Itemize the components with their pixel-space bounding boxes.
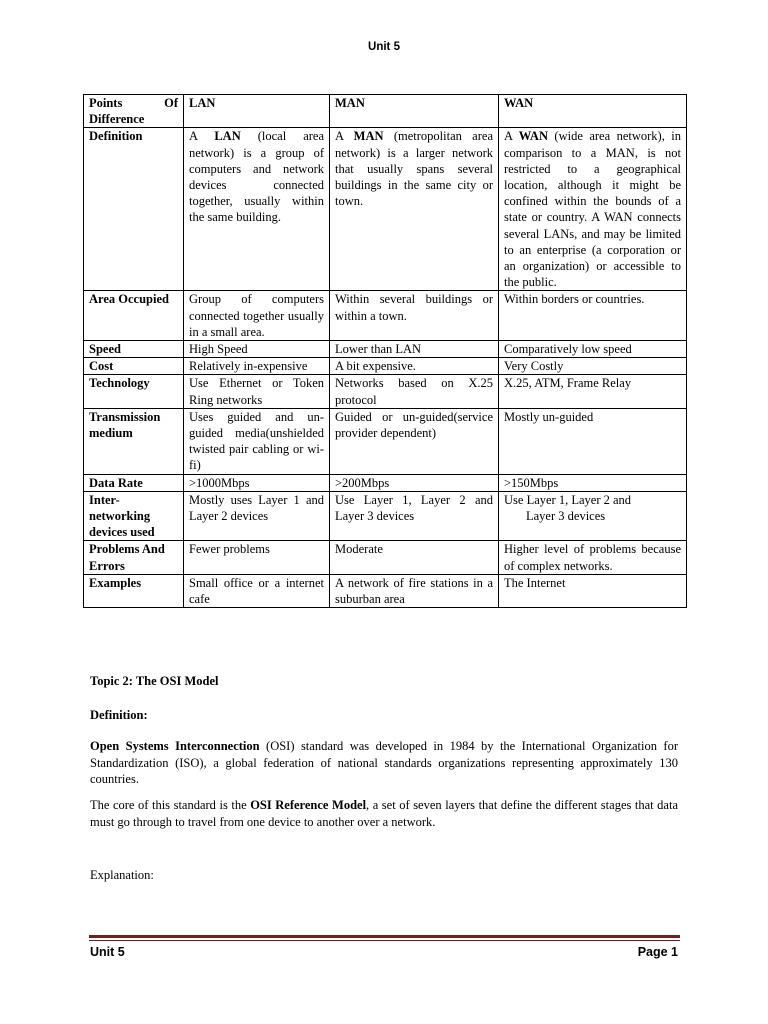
table-row (84, 375, 687, 408)
header-cell: MAN (330, 95, 499, 128)
row-label: Data Rate (84, 474, 184, 491)
table-header-row (84, 95, 687, 128)
header-cell: Points Of Difference (84, 95, 184, 128)
table-cell: Very Costly (499, 358, 687, 375)
table-cell: Group of computers connected together usually in a small area. (184, 291, 330, 341)
table-cell: Comparatively low speed (499, 341, 687, 358)
table-cell: Use Layer 1, Layer 2 and Layer 3 devices (499, 491, 687, 541)
footer-unit: Unit 5 (90, 945, 125, 959)
table-cell: Within several buildings or within a town. (330, 291, 499, 341)
table-row (84, 358, 687, 375)
paragraph: The core of this standard is the OSI Reference Model, a set of seven layers that define the different stages that data must go through to travel from one device to another over a network. (90, 798, 679, 829)
table-cell: Guided or un-guided(service provider dependent) (330, 408, 499, 474)
table-cell: A network of fire stations in a suburban area (330, 574, 499, 607)
table-cell: A MAN (metropolitan area network) is a larger network that usually spans several buildings in the same city or town. (330, 128, 499, 291)
paragraph: Open Systems Interconnection (OSI) standard was developed in 1984 by the International Organization for Standardization (ISO), a global federation of national standards organizations representing approximately 130 countries. (90, 739, 678, 786)
table-cell: The Internet (499, 574, 687, 607)
topic-heading: Topic 2: The OSI Model (90, 674, 219, 688)
table-cell: Lower than LAN (330, 341, 499, 358)
table-row (84, 291, 687, 341)
row-label: Examples (84, 574, 184, 607)
table-cell: Networks based on X.25 protocol (330, 375, 499, 408)
row-label: Technology (84, 375, 184, 408)
table-cell: Higher level of problems because of complex networks. (499, 541, 687, 574)
table-cell: Within borders or countries. (499, 291, 687, 341)
table-cell: >200Mbps (330, 474, 499, 491)
row-label: Problems And Errors (84, 541, 184, 574)
table-row (84, 541, 687, 574)
table-cell: Uses guided and un-guided media(unshielded twisted pair cabling or wi-fi) (184, 408, 330, 474)
table-row (84, 341, 687, 358)
table-cell: Relatively in-expensive (184, 358, 330, 375)
explanation-label: Explanation: (90, 868, 154, 882)
table-cell: >1000Mbps (184, 474, 330, 491)
table-cell: Small office or a internet cafe (184, 574, 330, 607)
table-cell: High Speed (184, 341, 330, 358)
table-row (84, 574, 687, 607)
row-label: Area Occupied (84, 291, 184, 341)
footer-rule-thin (89, 940, 680, 941)
definition-heading: Definition: (90, 708, 148, 722)
page-header: Unit 5 (368, 41, 400, 53)
table-cell: X.25, ATM, Frame Relay (499, 375, 687, 408)
table-row (84, 408, 687, 474)
footer-rule (89, 935, 680, 938)
row-label: Definition (84, 128, 184, 291)
table-cell: A bit expensive. (330, 358, 499, 375)
table-cell: Mostly uses Layer 1 and Layer 2 devices (184, 491, 330, 541)
table-row (84, 491, 687, 541)
table-cell: Mostly un-guided (499, 408, 687, 474)
table-cell: Use Layer 1, Layer 2 and Layer 3 devices (330, 491, 499, 541)
table-row (84, 474, 687, 491)
row-label: Cost (84, 358, 184, 375)
page-number: Page 1 (637, 945, 678, 959)
table-row (84, 128, 687, 291)
comparison-table (83, 94, 687, 608)
table-cell: Use Ethernet or Token Ring networks (184, 375, 330, 408)
row-label: Transmission medium (84, 408, 184, 474)
row-label: Speed (84, 341, 184, 358)
table-cell: Fewer problems (184, 541, 330, 574)
row-label: Inter-networking devices used (84, 491, 184, 541)
header-cell: WAN (499, 95, 687, 128)
table-cell: A LAN (local area network) is a group of computers and network devices connected together, usually within the same building. (184, 128, 330, 291)
header-cell: LAN (184, 95, 330, 128)
table-cell: A WAN (wide area network), in comparison to a MAN, is not restricted to a geographical location, although it might be confined within the bounds of a state or country. A WAN connects several LANs, and may be limited to an enterprise (a corporation or an organization) or accessible to the public. (499, 128, 687, 291)
table-cell: >150Mbps (499, 474, 687, 491)
table-cell: Moderate (330, 541, 499, 574)
